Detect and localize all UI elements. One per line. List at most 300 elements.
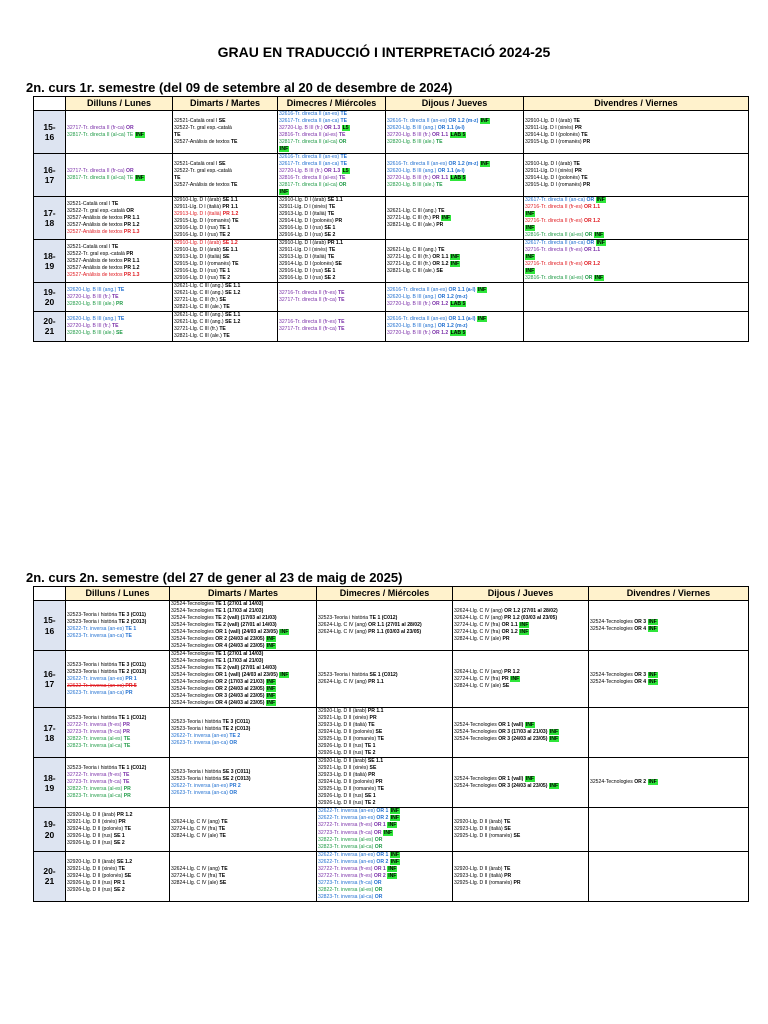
- course-name: 32913-Llg. D I (italià): [279, 211, 327, 218]
- course-name: 32720-Llg. B III (fr.): [387, 175, 431, 182]
- group-code: TE 2 (vall) (17/03 al 21/03): [215, 615, 277, 622]
- group-code: OR 2: [373, 872, 386, 879]
- course-entry: [454, 819, 587, 826]
- course-entry: [279, 189, 384, 196]
- group-code: TE: [338, 175, 346, 182]
- group-code: TE 1: [219, 225, 231, 232]
- group-code: TE: [338, 132, 346, 139]
- course-entry: [67, 215, 171, 222]
- course-entry: [387, 301, 522, 308]
- room-tag: INF: [266, 686, 276, 693]
- schedule-cell: [386, 240, 524, 283]
- group-code: OR 2 (17/03 al 21/03): [215, 679, 265, 686]
- header-day: Dijous / Jueves: [453, 587, 589, 601]
- course-name: 32621-Llg. C III (ang.): [174, 319, 224, 326]
- room-tag: INF: [648, 679, 657, 686]
- course-name: 32911-Llg. D I (xinès): [279, 204, 328, 211]
- group-code: PR: [501, 675, 509, 682]
- course-name: 32622-Tr. inversa (an-es): [318, 815, 375, 822]
- group-code: TE: [118, 865, 126, 872]
- course-entry: [174, 247, 276, 254]
- group-code: PR 1.1: [123, 214, 140, 221]
- course-entry: [525, 211, 747, 218]
- course-name: 32925-Llg. D II (romanès): [454, 879, 513, 886]
- course-entry: [525, 204, 747, 211]
- course-entry: [67, 819, 168, 826]
- course-name: 32926-Llg. D II (rus): [318, 750, 364, 757]
- group-code: TE: [340, 154, 348, 161]
- course-name: 32824-Llg. C IV (ale): [454, 636, 502, 643]
- course-name: 32817-Tr. directa II (al-ca): [279, 139, 338, 146]
- course-entry: [387, 168, 522, 175]
- course-entry: [174, 275, 276, 282]
- group-code: TE: [337, 319, 345, 326]
- group-code: SE: [375, 729, 383, 736]
- group-code: PR 1.1: [327, 240, 344, 247]
- course-entry: [525, 261, 747, 268]
- schedule-cell: [66, 312, 173, 341]
- group-code: OR 1 (vall): [498, 722, 524, 729]
- group-code: PR: [574, 168, 582, 175]
- room-tag: INF: [511, 675, 520, 682]
- timetable-row: [34, 111, 749, 154]
- course-name: 32617-Tr. directa II (an-ca): [525, 197, 586, 204]
- course-entry: [525, 275, 747, 282]
- time-slot-label: 16-: [43, 164, 56, 175]
- schedule-cell: [173, 111, 278, 154]
- room-tag: INF: [280, 672, 289, 679]
- group-code: OR 2 (24/03 al 23/05): [215, 686, 265, 693]
- header-corner: [34, 97, 66, 111]
- time-slot: [34, 111, 66, 154]
- course-name: 32821-Llg. C III (ale.): [387, 221, 435, 228]
- course-name: 32623-Tr. inversa (an-ca): [171, 739, 228, 746]
- group-code: OR: [584, 232, 593, 239]
- schedule-cell: [170, 758, 317, 808]
- course-entry: [318, 629, 451, 636]
- group-code: SE: [218, 118, 226, 125]
- group-code: SE: [335, 261, 342, 268]
- course-entry: [318, 837, 451, 844]
- course-entry: [279, 197, 384, 204]
- course-entry: [171, 790, 315, 797]
- course-entry: [279, 275, 384, 282]
- course-entry: [454, 880, 587, 887]
- schedule-cell: [453, 601, 589, 651]
- course-name: 32524-Tecnologies: [454, 736, 497, 743]
- group-code: SE 1: [113, 833, 125, 839]
- course-entry: [279, 290, 384, 297]
- course-name: 32622-Tr. inversa (an-es): [67, 682, 124, 689]
- group-code: TE 2: [364, 800, 376, 807]
- course-name: 32524-Tecnologies: [171, 636, 214, 643]
- group-code: TE: [327, 254, 335, 261]
- course-name: 32523-Teoria i història: [67, 618, 118, 625]
- room-tag: INF: [520, 629, 529, 636]
- course-name: 32910-Llg. D I (àrab): [279, 197, 327, 204]
- group-code: PR: [368, 772, 376, 779]
- group-code: PR: [126, 250, 134, 257]
- course-name: 32916-Llg. D I (rus): [174, 232, 218, 239]
- course-name: 32524-Tecnologies: [171, 679, 214, 686]
- course-name: 32724-Llg. C IV (fra): [454, 675, 501, 682]
- room-tag: INF: [526, 225, 535, 232]
- group-code: TE 3 (C011): [118, 661, 147, 668]
- group-code: TE 1 (27/01 al 14/03): [215, 651, 264, 658]
- course-name: 32524-Tecnologies: [590, 779, 633, 786]
- room-tag: INF: [480, 161, 489, 168]
- course-entry: [279, 118, 384, 125]
- group-code: PR 5: [125, 682, 137, 689]
- group-code: TE 1 (27/01 al 14/03): [215, 601, 264, 607]
- course-name: 32523-Teoria i història: [171, 718, 222, 725]
- timetable-row: [34, 601, 749, 651]
- group-code: SE: [502, 682, 510, 689]
- room-tag: INF: [280, 629, 289, 636]
- course-entry: [279, 125, 384, 132]
- schedule-cell: [453, 708, 589, 758]
- group-code: TE 2 (vall) (27/01 al 14/03): [215, 665, 277, 672]
- time-slot-label: 18: [44, 732, 55, 743]
- course-entry: [318, 743, 451, 750]
- semester-1-timetable: [33, 96, 749, 342]
- group-code: PR: [502, 636, 510, 643]
- group-code: OR 1.1: [583, 204, 601, 211]
- course-entry: [67, 786, 168, 793]
- course-name: 32624-Llg. C IV (ang): [171, 818, 220, 825]
- course-entry: [174, 182, 276, 189]
- course-entry: [67, 323, 171, 330]
- course-name: 32524-Tecnologies: [171, 651, 214, 658]
- schedule-cell: [170, 651, 317, 708]
- course-name: 32524-Tecnologies: [171, 643, 214, 650]
- group-code: PR 1: [113, 879, 126, 886]
- group-code: SE 1: [364, 793, 376, 800]
- course-entry: [454, 608, 587, 615]
- course-name: 32722-Tr. inversa (fr-es): [318, 822, 373, 829]
- course-name: 32616-Tr. directa II (an-es): [387, 118, 448, 125]
- course-name: 32616-Tr. directa II (an-es): [387, 161, 448, 168]
- group-code: OR 3 (24/03 al 23/05): [498, 736, 548, 743]
- course-entry: [387, 118, 522, 125]
- group-code: TE: [327, 211, 335, 218]
- course-name: 32717-Tr. directa II (fr-ca): [279, 326, 337, 333]
- course-name: 32622-Tr. inversa (an-es): [67, 625, 124, 632]
- room-tag: INF: [266, 679, 276, 686]
- course-entry: [171, 826, 315, 833]
- course-name: 32916-Llg. D I (rus): [279, 232, 323, 239]
- course-entry: [171, 769, 315, 776]
- schedule-cell: [524, 111, 749, 154]
- room-tag: INF: [266, 700, 276, 707]
- group-code: OR: [374, 836, 383, 843]
- course-name: 32521-Català oral I: [67, 243, 111, 250]
- course-name: 32524-Tecnologies: [171, 693, 214, 700]
- course-name: 32720-Llg. B III (fr.): [67, 322, 111, 329]
- schedule-cell: [66, 808, 170, 851]
- group-code: OR 3: [634, 618, 647, 625]
- course-name: 32523-Teoria i història: [318, 615, 369, 622]
- course-entry: [525, 232, 747, 239]
- group-code: PR 1.1: [367, 708, 384, 715]
- schedule-cell: [170, 601, 317, 651]
- schedule-cell: [173, 312, 278, 341]
- course-name: 32620-Llg. B III (ang.): [387, 322, 437, 329]
- course-name: 32925-Llg. D II (romanès): [318, 786, 377, 793]
- group-code: SE: [222, 254, 230, 261]
- course-entry: [67, 208, 171, 215]
- group-code: OR: [373, 829, 382, 836]
- group-code: PR 1.2: [123, 221, 140, 228]
- course-entry: [454, 669, 587, 676]
- time-slot: [34, 154, 66, 197]
- course-name: 32923-Llg. D II (italià): [318, 722, 367, 729]
- course-name: 32820-Llg. B III (ale.): [387, 139, 435, 146]
- course-name: 32920-Llg. D II (àrab): [454, 865, 503, 872]
- course-name: 32620-Llg. B III (ang.): [387, 125, 437, 132]
- room-tag: INF: [477, 315, 487, 322]
- course-name: 32617-Tr. directa II (an-ca): [279, 161, 340, 168]
- course-name: 32911-Llg. D I (xinès): [279, 247, 328, 254]
- room-tag: L5: [342, 125, 349, 132]
- room-tag: INF: [648, 625, 657, 632]
- course-entry: [174, 268, 276, 275]
- course-name: 32623-Tr. inversa (an-ca): [67, 689, 124, 696]
- group-code: OR 1: [373, 865, 386, 872]
- group-code: TE: [122, 779, 130, 786]
- group-code: OR: [374, 886, 383, 893]
- semester-2-timetable: [33, 586, 749, 902]
- course-name: 32523-Teoria i història: [171, 725, 222, 732]
- group-code: OR: [586, 240, 595, 247]
- schedule-cell: [589, 601, 749, 651]
- course-entry: [279, 254, 384, 261]
- header-day: Dijous / Jueves: [386, 97, 524, 111]
- time-slot-label: 16: [44, 625, 55, 636]
- course-name: 32624-Llg. C IV (ang): [318, 629, 367, 636]
- course-entry: [171, 686, 315, 693]
- group-code: OR 1: [376, 808, 389, 815]
- group-code: PR: [583, 182, 591, 189]
- course-name: 32821-Llg. C III (ale.): [387, 268, 435, 275]
- group-code: OR 1.2 (m-z): [437, 293, 468, 300]
- room-tag: INF: [135, 175, 144, 182]
- course-entry: [590, 779, 747, 786]
- group-code: OR 4: [634, 625, 647, 632]
- time-slot-label: 18: [44, 218, 55, 229]
- course-entry: [171, 693, 315, 700]
- course-entry: [67, 866, 168, 873]
- course-name: 32926-Llg. D II (rus): [67, 840, 113, 847]
- course-entry: [174, 232, 276, 239]
- course-name: 32624-Llg. C IV (ang): [454, 668, 503, 675]
- course-name: 32524-Tecnologies: [171, 608, 214, 615]
- course-entry: [279, 182, 384, 189]
- course-entry: [171, 622, 315, 629]
- course-name: 32724-Llg. C IV (fra): [454, 629, 501, 636]
- group-code: TE 3 (C011): [118, 611, 147, 618]
- course-entry: [279, 319, 384, 326]
- course-entry: [279, 132, 384, 139]
- group-code: TE: [328, 204, 336, 211]
- timetable-header: [34, 587, 749, 601]
- course-name: 32622-Tr. inversa (an-es): [171, 782, 228, 789]
- course-entry: [171, 873, 315, 880]
- group-code: OR: [373, 879, 382, 886]
- course-entry: [525, 161, 747, 168]
- course-name: 32527-Anàlisis de textos: [67, 214, 123, 221]
- group-code: SE 1 (C012): [369, 672, 398, 679]
- course-name: 32916-Llg. D I (rus): [174, 275, 218, 282]
- course-entry: [318, 772, 451, 779]
- room-tag: LAB 5: [450, 132, 466, 139]
- group-code: TE: [573, 118, 580, 125]
- schedule-cell: [278, 197, 386, 240]
- room-tag: INF: [280, 146, 289, 153]
- group-code: SE: [218, 161, 226, 168]
- group-code: OR 1.1: [501, 622, 518, 629]
- group-code: TE: [223, 304, 230, 311]
- group-code: OR 3 (17/03 al 21/03): [498, 729, 548, 736]
- group-code: OR 1.2: [432, 329, 449, 336]
- schedule-cell: [589, 651, 749, 708]
- course-name: 32622-Tr. inversa (an-es): [318, 808, 375, 815]
- course-entry: [171, 672, 315, 679]
- course-entry: [279, 146, 384, 153]
- group-code: TE 2: [229, 732, 241, 739]
- course-entry: [174, 312, 276, 319]
- course-name: 32816-Tr. directa II (al-es): [279, 175, 338, 182]
- course-entry: [318, 815, 451, 822]
- time-slot: [34, 601, 66, 651]
- schedule-cell: [66, 758, 170, 808]
- group-code: PR: [122, 722, 130, 729]
- group-code: SE 1.1: [367, 758, 384, 765]
- course-entry: [67, 316, 171, 323]
- room-tag: INF: [388, 872, 397, 879]
- course-entry: [279, 225, 384, 232]
- course-entry: [318, 750, 451, 757]
- time-slot-label: 19-: [43, 819, 56, 830]
- schedule-cell: [66, 851, 170, 901]
- group-code: TE: [377, 786, 384, 793]
- group-code: PR 1.2: [116, 811, 133, 818]
- course-entry: [387, 182, 522, 189]
- course-name: 32527-Anàlisis de textos: [67, 271, 123, 278]
- group-code: TE: [436, 139, 443, 146]
- course-name: 32925-Llg. D II (romanès): [454, 833, 513, 839]
- course-entry: [67, 833, 168, 840]
- course-name: 32920-Llg. D II (àrab): [67, 858, 116, 865]
- course-name: 32621-Llg. C III (ang.): [174, 283, 224, 290]
- group-code: OR 1.2 (m-z): [448, 161, 479, 168]
- course-name: 32527-Anàlisis de textos: [67, 257, 123, 264]
- course-name: 32821-Llg. C III (ale.): [174, 304, 222, 311]
- group-code: OR 2 (24/03 al 23/05): [215, 636, 265, 643]
- group-code: SE 1.2: [224, 319, 241, 326]
- header-day: Divendres / Viernes: [589, 587, 749, 601]
- course-name: 32717-Tr. directa II (fr-ca): [67, 168, 125, 175]
- course-entry: [525, 125, 747, 132]
- time-slot-label: 20: [44, 829, 55, 840]
- group-code: SE 1: [324, 225, 336, 232]
- room-tag: INF: [596, 240, 605, 247]
- course-name: 32624-Llg. C IV (ang): [318, 679, 367, 686]
- course-entry: [67, 222, 171, 229]
- course-entry: [174, 175, 276, 182]
- course-entry: [171, 679, 315, 686]
- room-tag: INF: [648, 618, 657, 625]
- group-code: SE: [513, 833, 521, 839]
- header-day: Dimarts / Martes: [170, 587, 317, 601]
- timetable-row: [34, 758, 749, 808]
- schedule-cell: [386, 111, 524, 154]
- schedule-cell: [589, 758, 749, 808]
- group-code: TE: [573, 161, 580, 168]
- group-code: TE 1 (17/03 al 21/03): [215, 658, 264, 665]
- course-entry: [525, 197, 747, 204]
- group-code: OR 1.1 (a-l): [448, 315, 476, 322]
- course-entry: [318, 672, 451, 679]
- course-entry: [67, 690, 168, 697]
- course-entry: [279, 211, 384, 218]
- course-name: 32820-Llg. B III (ale.): [387, 182, 435, 189]
- course-name: 32621-Llg. C III (ang.): [387, 247, 437, 254]
- group-code: SE 2: [324, 232, 336, 239]
- course-entry: [174, 254, 276, 261]
- course-entry: [279, 297, 384, 304]
- course-name: 32910-Llg. D I (àrab): [174, 240, 222, 247]
- time-slot-label: 21: [44, 876, 55, 887]
- course-entry: [525, 247, 747, 254]
- course-entry: [174, 125, 276, 132]
- group-code: TE: [337, 326, 345, 333]
- group-code: TE 2 (C013): [222, 725, 251, 732]
- group-code: TE: [122, 772, 130, 779]
- room-tag: LAB 5: [450, 175, 466, 182]
- course-name: 32724-Llg. C IV (fra): [171, 825, 218, 832]
- course-entry: [387, 261, 522, 268]
- course-name: 32916-Llg. D I (rus): [279, 225, 323, 232]
- group-code: TE: [111, 200, 119, 207]
- course-entry: [318, 852, 451, 859]
- group-code: TE 1: [219, 268, 231, 275]
- group-code: TE 2: [219, 275, 231, 282]
- course-entry: [279, 111, 384, 118]
- group-code: OR 1.2: [583, 218, 601, 225]
- group-code: SE 2: [113, 840, 125, 847]
- course-name: 32921-Llg. D II (xinès): [67, 818, 118, 825]
- course-entry: [279, 168, 384, 175]
- course-entry: [318, 722, 451, 729]
- course-entry: [67, 722, 168, 729]
- course-name: 32524-Tecnologies: [171, 615, 214, 622]
- schedule-cell: [278, 312, 386, 341]
- group-code: PR 1.1: [123, 257, 140, 264]
- course-name: 32720-Llg. B III (fr.): [279, 125, 323, 132]
- time-slot: [34, 851, 66, 901]
- room-tag: INF: [525, 722, 535, 729]
- group-code: SE: [219, 297, 227, 304]
- group-code: TE: [218, 825, 226, 832]
- course-entry: [174, 326, 276, 333]
- group-code: OR: [229, 789, 238, 796]
- course-name: 32524-Tecnologies: [171, 672, 214, 679]
- course-name: 32920-Llg. D II (àrab): [318, 708, 367, 715]
- course-name: 32721-Llg. C III (fr.): [387, 214, 431, 221]
- room-tag: INF: [266, 636, 276, 643]
- schedule-cell: [524, 240, 749, 283]
